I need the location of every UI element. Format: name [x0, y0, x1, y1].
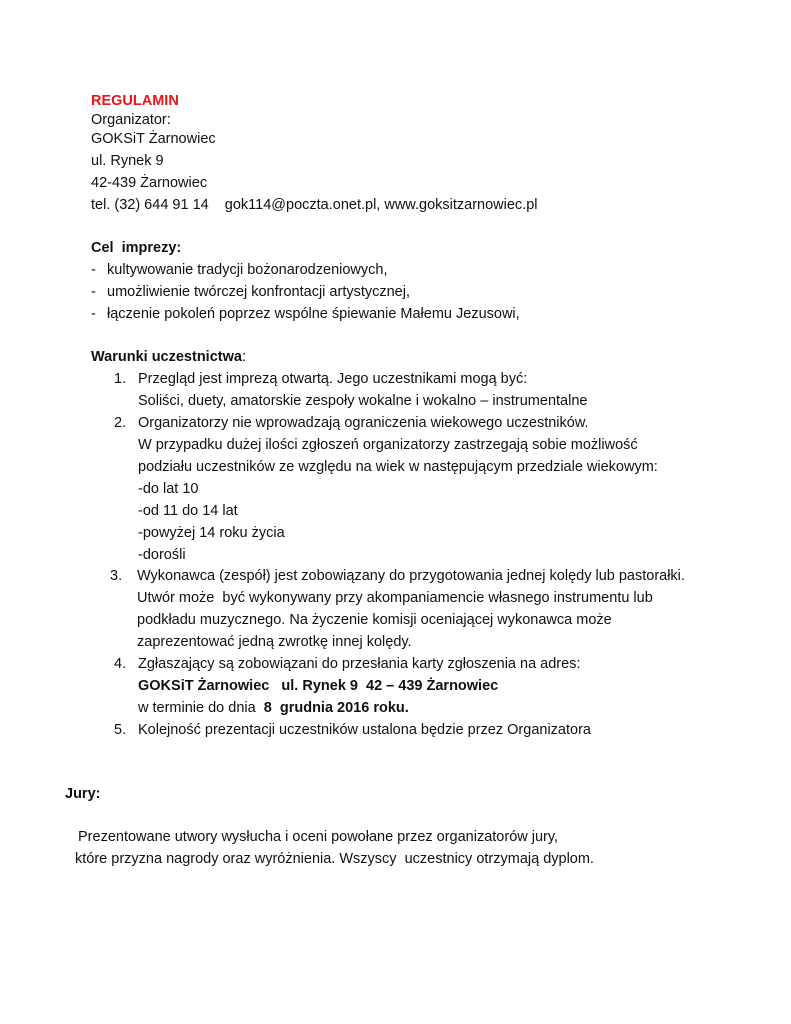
- condition-number: 5.: [114, 722, 127, 738]
- bullet-dash: -: [91, 306, 96, 322]
- age-group: -dorośli: [138, 547, 186, 563]
- condition-item: [114, 414, 589, 432]
- condition-number: 1.: [114, 371, 127, 387]
- age-group: -powyżej 14 roku życia: [138, 525, 285, 541]
- age-group: -od 11 do 14 lat: [138, 503, 238, 519]
- goal-item: [91, 261, 387, 279]
- jury-text-line: które przyzna nagrody oraz wyróżnienia. Wszyscy uczestnicy otrzymają dyplom.: [75, 851, 594, 867]
- jury-text-line: Prezentowane utwory wysłucha i oceni powołane przez organizatorów jury,: [78, 829, 559, 845]
- deadline-prefix: w terminie do dnia: [138, 700, 264, 716]
- jury-heading: Jury:: [65, 786, 101, 802]
- organizer-name: GOKSiT Żarnowiec: [91, 131, 216, 147]
- condition-number: 3.: [110, 568, 123, 584]
- goal-item-text: łączenie pokoleń poprzez wspólne śpiewanie Małemu Jezusowi,: [107, 306, 520, 322]
- condition-line: podkładu muzycznego. Na życzenie komisji oceniającej wykonawca może: [137, 612, 612, 628]
- submission-address: GOKSiT Żarnowiec ul. Rynek 9 42 – 439 Żarnowiec: [138, 678, 499, 694]
- condition-line: Kolejność prezentacji uczestników ustalona będzie przez Organizatora: [138, 722, 591, 738]
- goal-item-text: umożliwienie twórczej konfrontacji artystycznej,: [107, 284, 410, 300]
- conditions-heading-colon: :: [241, 349, 246, 365]
- goal-item: [91, 305, 520, 323]
- condition-line: Utwór może być wykonywany przy akompaniamencie własnego instrumentu lub: [137, 590, 653, 606]
- condition-line: zaprezentować jedną zwrotkę innej kolędy.: [137, 634, 412, 650]
- bullet-dash: -: [91, 262, 96, 278]
- condition-line: W przypadku dużej ilości zgłoszeń organizatorzy zastrzegają sobie możliwość: [138, 437, 638, 453]
- organizer-street: ul. Rynek 9: [91, 153, 164, 169]
- goal-heading: Cel imprezy:: [91, 240, 182, 256]
- organizer-city: 42-439 Żarnowiec: [91, 175, 208, 191]
- bullet-dash: -: [91, 284, 96, 300]
- condition-number: 4.: [114, 656, 127, 672]
- condition-item: [114, 721, 591, 739]
- condition-line: podziału uczestników ze względu na wiek w następującym przedziale wiekowym:: [138, 459, 658, 475]
- condition-line: Wykonawca (zespół) jest zobowiązany do przygotowania jednej kolędy lub pastorałki.: [137, 568, 685, 584]
- condition-line: Zgłaszający są zobowiązani do przesłania karty zgłoszenia na adres:: [138, 656, 581, 672]
- conditions-heading: [91, 348, 246, 366]
- submission-deadline: [138, 699, 409, 717]
- condition-number: 2.: [114, 415, 127, 431]
- organizer-label: Organizator:: [91, 112, 171, 128]
- condition-item: [114, 370, 527, 388]
- condition-item: [110, 567, 685, 585]
- organizer-contact: tel. (32) 644 91 14 gok114@poczta.onet.pl, www.goksitzarnowiec.pl: [91, 197, 538, 213]
- goal-item-text: kultywowanie tradycji bożonarodzeniowych,: [107, 262, 388, 278]
- document-title: REGULAMIN: [91, 93, 179, 109]
- age-group: -do lat 10: [138, 481, 199, 497]
- conditions-heading-text: Warunki uczestnictwa: [91, 349, 242, 365]
- condition-line: Soliści, duety, amatorskie zespoły wokalne i wokalno – instrumentalne: [138, 393, 588, 409]
- goal-item: [91, 283, 410, 301]
- condition-line: Organizatorzy nie wprowadzają ograniczenia wiekowego uczestników.: [138, 415, 589, 431]
- condition-line: Przegląd jest imprezą otwartą. Jego uczestnikami mogą być:: [138, 371, 528, 387]
- condition-item: [114, 655, 580, 673]
- deadline-date: 8 grudnia 2016 roku.: [263, 700, 409, 716]
